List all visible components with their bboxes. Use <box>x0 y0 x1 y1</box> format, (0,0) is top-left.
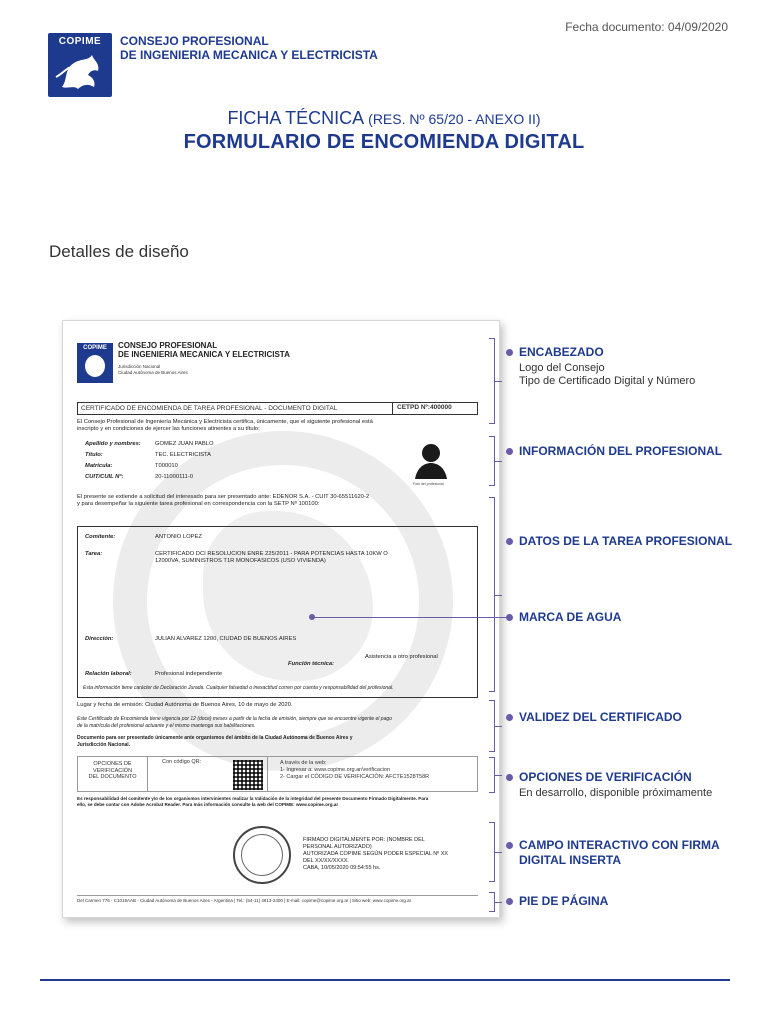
bullet-encabezado <box>506 349 513 356</box>
titulo-value: TEC. ELECTRICISTA <box>155 452 211 458</box>
web-verification: A través de la web: 1- Ingresar a: www.copime.org.ar/verificacion 2- Cargar el CÓDIGO DE VERIFICACIÓN: AFCTE1528T58R <box>280 760 430 780</box>
bottom-divider <box>40 979 730 981</box>
bullet-opciones <box>506 774 513 781</box>
photo-caption: Foto del profesional <box>413 482 444 486</box>
cuit-value: 20-11000111-0 <box>155 474 194 480</box>
organization-name: CONSEJO PROFESIONAL DE INGENIERIA MECANICA Y ELECTRICISTA <box>120 34 378 62</box>
certificate-org-name: CONSEJO PROFESIONAL DE INGENIERIA MECANICA Y ELECTRICISTA <box>118 341 290 359</box>
funcion-label: Función técnica: <box>288 661 335 667</box>
label-encabezado-sub2: Tipo de Certificado Digital y Número <box>519 375 696 387</box>
vigencia-text: Este Certificado de Encomienda tiene vigencia por 12 (doce) meses a partir de la fecha de emisión, siempre que se encuentre vigente el pago de la matrícula del profesional actuante y el mismo mantenga sus habilitaciones. <box>77 716 392 729</box>
label-opciones-sub: En desarrollo, disponible próximamente <box>519 787 713 799</box>
label-campo-line1: CAMPO INTERACTIVO CON FIRMA <box>519 838 720 852</box>
label-info-profesional: INFORMACIÓN DEL PROFESIONAL <box>519 444 723 458</box>
label-encabezado-sub1: Logo del Consejo <box>519 362 605 374</box>
professional-photo <box>411 439 451 479</box>
qr-label: Con código QR: <box>148 757 268 791</box>
label-campo-line2: DIGITAL INSERTA <box>519 853 621 867</box>
bracket-validez <box>489 700 495 752</box>
certificate-logo: COPIME <box>77 343 113 383</box>
label-opciones: OPCIONES DE VERIFICACIÓN <box>519 770 692 784</box>
bracket-encabezado <box>489 338 495 424</box>
comitente-label: Comitente: <box>85 534 116 540</box>
bracket-campo <box>489 822 495 882</box>
direccion-value: JULIAN ALVAREZ 1200, CIUDAD DE BUENOS AIRES <box>155 636 297 642</box>
bullet-campo <box>506 842 513 849</box>
certificate-title-bar: CERTIFICADO DE ENCOMIENDA DE TAREA PROFESIONAL - DOCUMENTO DIGITAL CETPD Nº:400000 <box>77 402 478 415</box>
certificate-footer: Del Carmen 776 - C1019AAB - Ciudad Autónoma de Buenos Aires - Argentina | Tel.: (54-11) 4813-2400 | E-mail: copime@copime.org.ar | Sitio web: www.copime.org.ar <box>77 898 412 903</box>
tarea-label: Tarea: <box>85 551 103 557</box>
label-datos-tarea: DATOS DE LA TAREA PROFESIONAL <box>519 534 733 548</box>
relacion-value: Profesional independiente <box>155 671 223 677</box>
formulario-title: FORMULARIO DE ENCOMIENDA DIGITAL <box>183 131 585 153</box>
label-marca-agua: MARCA DE AGUA <box>519 610 622 624</box>
asistencia-text: Asistencia a otro profesional <box>365 654 438 660</box>
label-validez: VALIDEZ DEL CERTIFICADO <box>519 710 682 724</box>
documento-text: Documento para ser presentado únicamente ante organismos del ámbito de la Ciudad Autónoma de Buenos Aires y Jurisdicción Nacional. <box>77 735 353 748</box>
certificate-number: CETPD Nº:400000 <box>392 402 477 415</box>
certificate-intro: El Consejo Profesional de Ingeniería Mecánica y Electricista certifica, únicamente, que el siguiente profesional está inscripto y en condiciones de ejercer las funciones atinentes a su título: <box>77 419 373 432</box>
comitente-value: ANTONIO LOPEZ <box>155 534 202 540</box>
bracket-tarea <box>489 497 495 692</box>
watermark-pointer-line <box>312 617 508 618</box>
digital-signature-seal[interactable] <box>233 826 291 884</box>
bullet-pie <box>506 898 513 905</box>
label-encabezado: ENCABEZADO <box>519 345 604 359</box>
watermark-pointer-dot <box>309 614 315 620</box>
titulo-label: Título: <box>85 452 103 458</box>
griffin-icon <box>54 49 106 93</box>
digital-signature-text: FIRMADO DIGITALMENTE POR: (NOMBRE DEL PERSONAL AUTORIZADO) AUTORIZADA COPIME SEGÚN PODER ESPECIAL Nº XX DEL XX/XX/XXXX. CABA, 10/05/2020 09:54:55 hs. <box>303 837 449 871</box>
tarea-value: CERTIFICADO DCI RESOLUCION ENRE 225/2011 - PARA POTENCIAS HASTA 10KW O 12000VA, SUMINISTROS T1R MONOFASICOS (USO VIVIENDA) <box>155 551 388 564</box>
lugar-fecha: Lugar y fecha de emisión: Ciudad Autónoma de Buenos Aires, 10 de mayo de 2020. <box>77 702 293 708</box>
bullet-info <box>506 448 513 455</box>
bracket-pie <box>489 892 495 912</box>
footer-divider <box>77 895 478 896</box>
certificate-preview <box>62 320 500 918</box>
bullet-tarea <box>506 538 513 545</box>
label-pie: PIE DE PÁGINA <box>519 894 609 908</box>
relacion-label: Relación laboral: <box>85 671 132 677</box>
apellido-value: GOMEZ JUAN PABLO <box>155 441 214 447</box>
declaracion-text: Esta información tiene carácter de Declaración Jurada. Cualquier falsedad o inexactitud corren por cuenta y responsabilidad del profesional. <box>83 685 394 691</box>
apellido-label: Apellido y nombres: <box>85 441 141 447</box>
logo-text: COPIME <box>58 36 102 47</box>
qr-code[interactable] <box>233 760 263 790</box>
bracket-info <box>489 436 495 486</box>
ficha-tecnica-title: FICHA TÉCNICA (RES. Nº 65/20 - ANEXO II) <box>227 108 541 128</box>
document-date: Fecha documento: 04/09/2020 <box>565 20 728 34</box>
matricula-value: T000010 <box>155 463 178 469</box>
bracket-opciones <box>489 757 495 793</box>
extend-text: El presente se extiende a solicitud del interesado para ser presentado ante: EDENOR S.A. - CUIT 30-65511620-2 y para desempeñar la siguiente tarea profesional en correspondencia con la SETP Nº 100100: <box>77 494 370 507</box>
verification-options-box <box>77 756 478 792</box>
verification-label: OPCIONES DE VERIFICACIÓN DEL DOCUMENTO <box>78 757 148 791</box>
direccion-label: Dirección: <box>85 636 114 642</box>
certificate-jurisdiction: Jurisdicción Nacional Ciudad Autónoma de Buenos Aires <box>118 364 188 375</box>
cuit-label: CUIT/CUIL Nº: <box>85 474 124 480</box>
copime-logo <box>48 33 112 97</box>
section-title: Detalles de diseño <box>49 242 189 261</box>
matricula-label: Matrícula: <box>85 463 113 469</box>
bullet-validez <box>506 714 513 721</box>
responsabilidad-text: Es responsabilidad del comitente y/o de los organismos intervinientes realizar la Validación de la integridad del presente Documento Firmado Digitalmente. Para ello, se debe contar con Adobe Acrobat Reader. Para más información consulte la web del COPIME: www.copime.org.ar <box>77 796 429 807</box>
